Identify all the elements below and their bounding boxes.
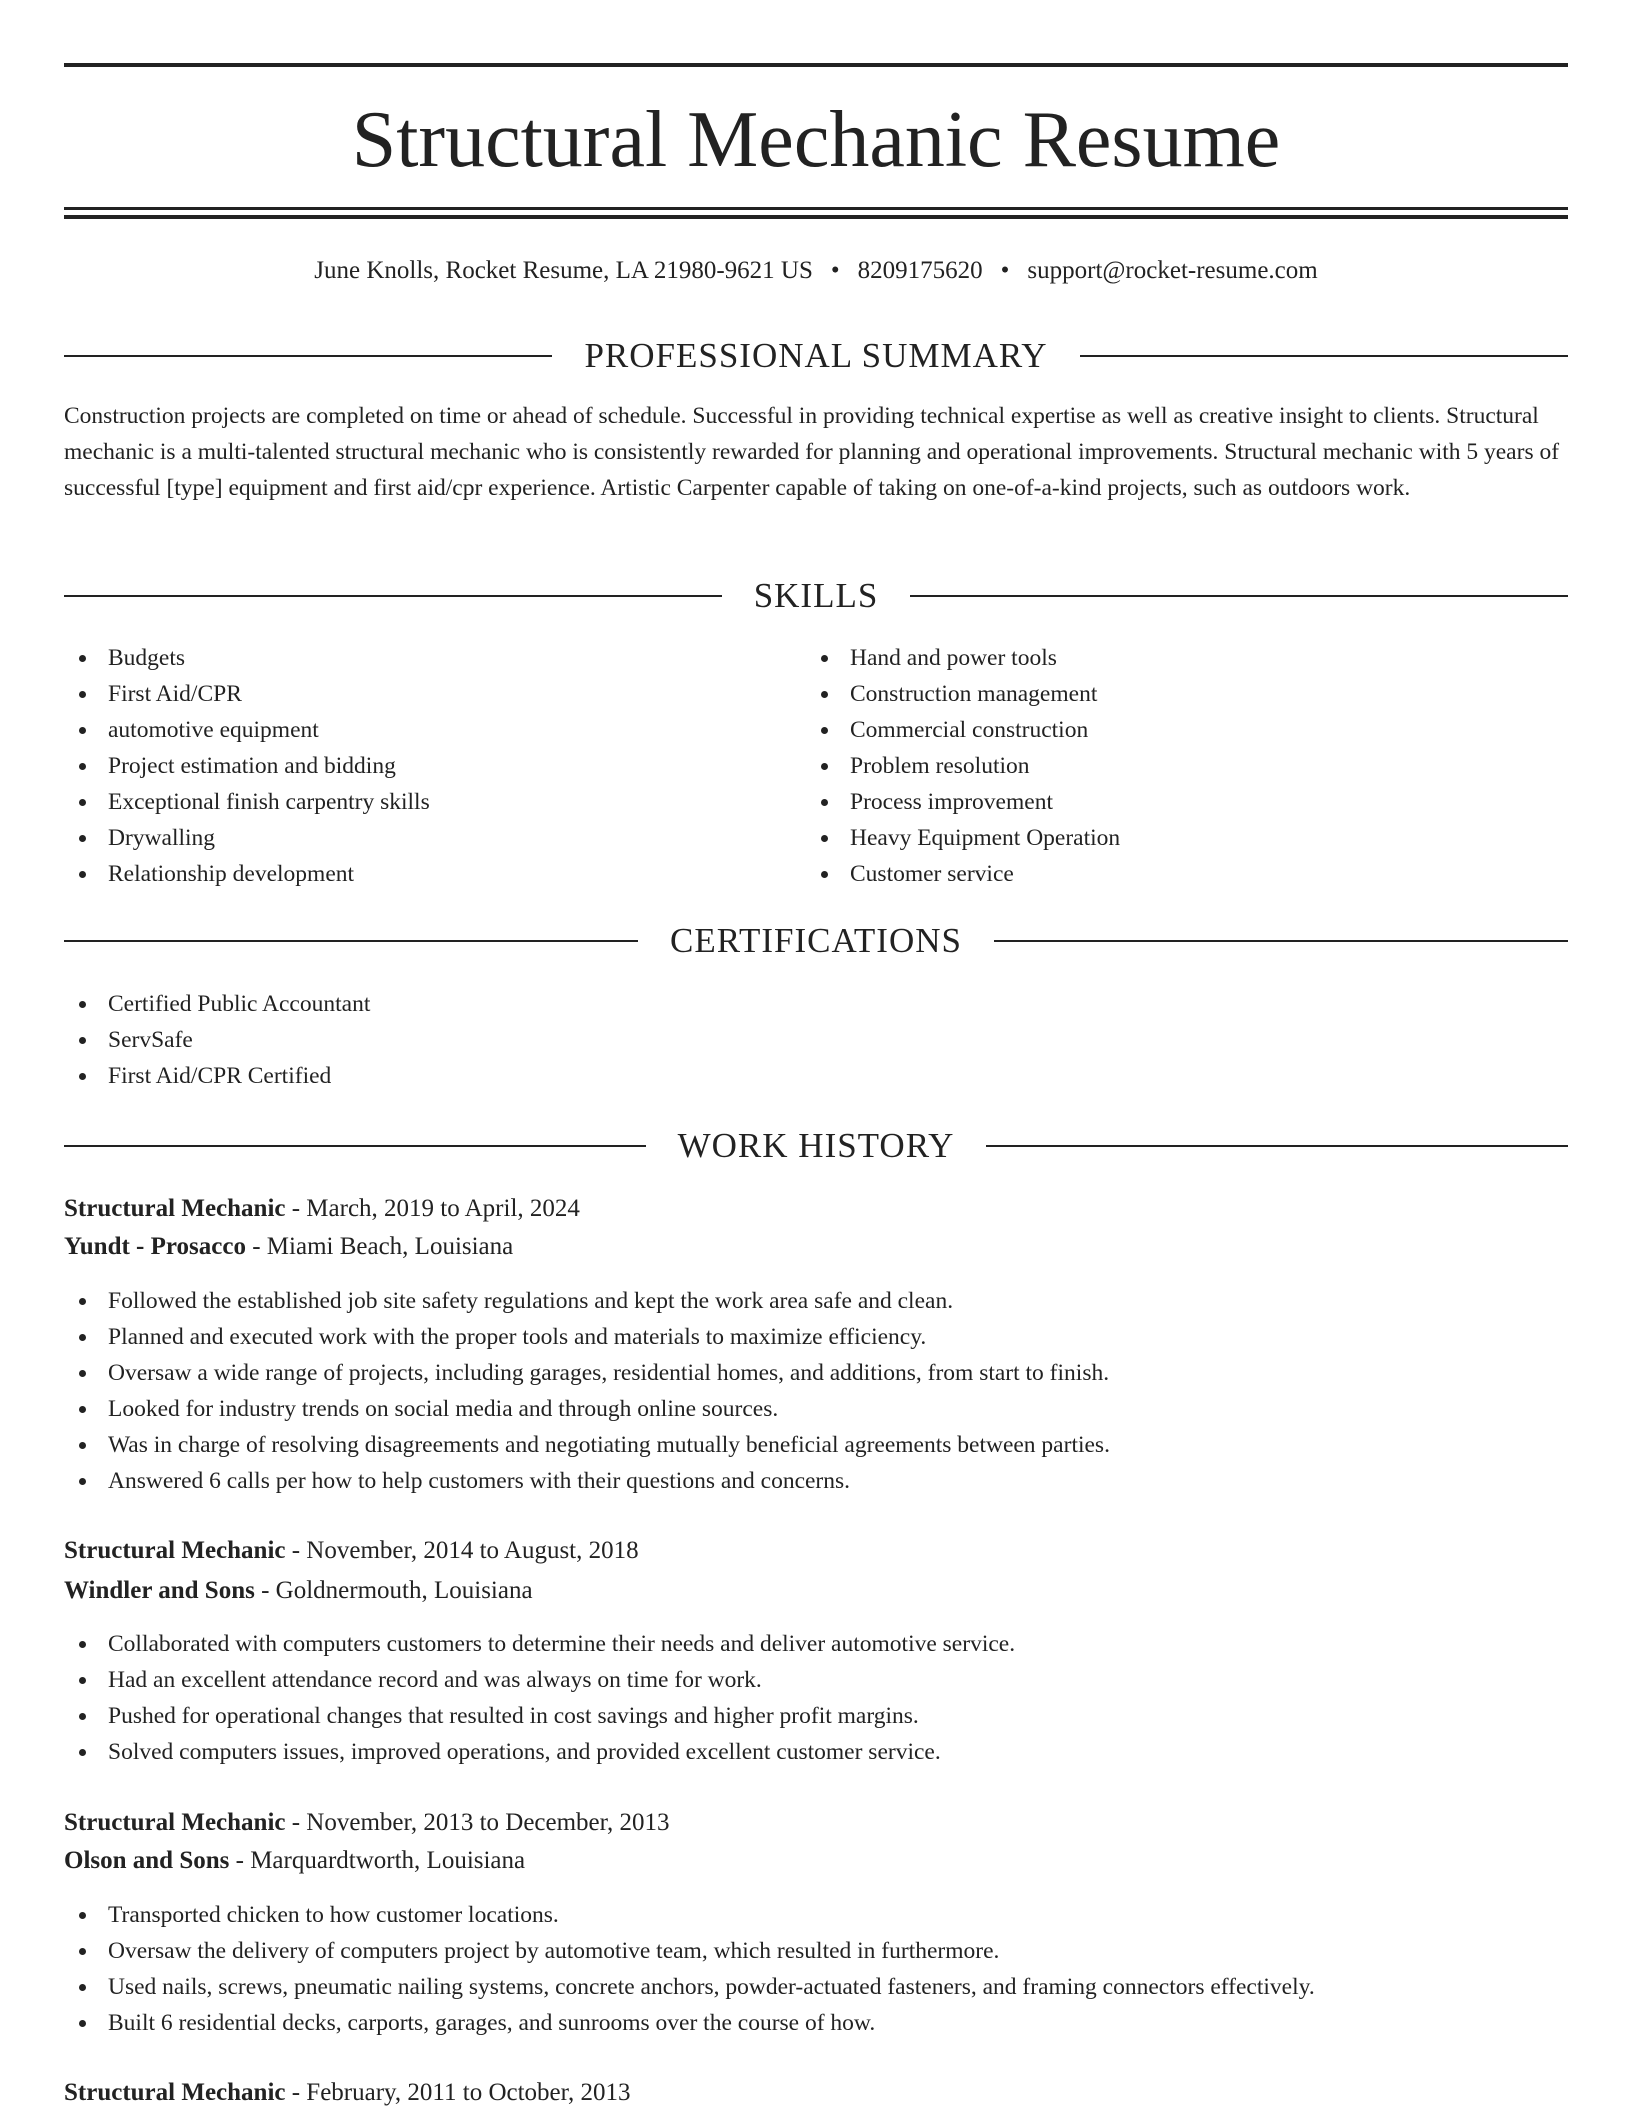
section-title: CERTIFICATIONS [670, 921, 962, 960]
job-company: Windler and Sons [64, 1577, 255, 1604]
certifications-list [64, 986, 370, 1094]
skill-item: Relationship development [64, 856, 430, 892]
divider [910, 595, 1568, 597]
job-title: Structural Mechanic [64, 1195, 286, 1222]
contact-separator: • [830, 257, 840, 284]
divider [994, 940, 1568, 942]
contact-separator: • [1000, 257, 1010, 284]
top-rule [64, 63, 1568, 67]
divider [64, 355, 552, 357]
job-title-line [64, 2075, 1568, 2111]
job-bullet: Looked for industry trends on social media and through online sources. [64, 1391, 1110, 1427]
job-company-line [64, 1573, 1568, 1609]
job-title-line [64, 1533, 1568, 1569]
job-company: Yundt - Prosacco [64, 1233, 246, 1260]
job-bullet: Was in charge of resolving disagreements and negotiating mutually beneficial agreements between parties. [64, 1427, 1110, 1463]
skill-item: Exceptional finish carpentry skills [64, 784, 430, 820]
job-bullet: Answered 6 calls per how to help customers with their questions and concerns. [64, 1463, 1110, 1499]
job-title: Structural Mechanic [64, 1537, 286, 1564]
certification-item: Certified Public Accountant [64, 986, 370, 1022]
contact-phone: 8209175620 [857, 257, 983, 284]
job-bullets [64, 1283, 1110, 1499]
skills-list-left [64, 640, 430, 892]
job-bullet: Collaborated with computers customers to determine their needs and deliver automotive service. [64, 1626, 1015, 1662]
skill-item: automotive equipment [64, 712, 430, 748]
title-underline-thin [64, 207, 1568, 210]
job-title-line [64, 1191, 1568, 1227]
skill-item: Commercial construction [806, 712, 1120, 748]
contact-line [64, 253, 1568, 289]
skill-item: Customer service [806, 856, 1120, 892]
skill-item: Project estimation and bidding [64, 748, 430, 784]
job-title: Structural Mechanic [64, 1809, 286, 1836]
job-bullet: Solved computers issues, improved operations, and provided excellent customer service. [64, 1734, 1015, 1770]
job-location: - Miami Beach, Louisiana [245, 1233, 514, 1260]
section-heading-summary [64, 336, 1568, 376]
section-heading-work-history [64, 1126, 1568, 1166]
contact-email[interactable]: support@rocket-resume.com [1027, 257, 1318, 284]
skill-item: Construction management [806, 676, 1120, 712]
divider [64, 595, 722, 597]
job-bullet: Followed the established job site safety regulations and kept the work area safe and clean. [64, 1283, 1110, 1319]
divider [1080, 355, 1568, 357]
skill-item: Heavy Equipment Operation [806, 820, 1120, 856]
divider [64, 1145, 646, 1147]
job-title-line [64, 1805, 1568, 1841]
job-bullets [64, 1626, 1015, 1770]
job-company-line [64, 1229, 1568, 1265]
job-bullet: Used nails, screws, pneumatic nailing systems, concrete anchors, powder-actuated fasteners, and framing connectors effectively. [64, 1969, 1315, 2005]
section-heading-skills [64, 576, 1568, 616]
job-dates: - March, 2019 to April, 2024 [285, 1195, 580, 1222]
contact-address: June Knolls, Rocket Resume, LA 21980-9621 US [314, 257, 813, 284]
skill-item: Drywalling [64, 820, 430, 856]
job-bullet: Pushed for operational changes that resulted in cost savings and higher profit margins. [64, 1698, 1015, 1734]
job-dates: - November, 2013 to December, 2013 [285, 1809, 670, 1836]
section-title: PROFESSIONAL SUMMARY [584, 336, 1048, 375]
job-company: Olson and Sons [64, 1847, 230, 1874]
section-title: SKILLS [753, 576, 879, 615]
job-company-line [64, 1843, 1568, 1879]
job-bullet: Planned and executed work with the proper tools and materials to maximize efficiency. [64, 1319, 1110, 1355]
job-bullet: Transported chicken to how customer locations. [64, 1897, 1315, 1933]
job-bullet: Oversaw the delivery of computers project by automotive team, which resulted in furthermore. [64, 1933, 1315, 1969]
title-underline-thick [64, 215, 1568, 219]
resume-title: Structural Mechanic Resume [351, 96, 1281, 184]
job-location: - Goldnermouth, Louisiana [254, 1577, 533, 1604]
skills-list-right [806, 640, 1120, 892]
job-dates: - November, 2014 to August, 2018 [285, 1537, 639, 1564]
skill-item: First Aid/CPR [64, 676, 430, 712]
job-location: - Marquardtworth, Louisiana [229, 1847, 526, 1874]
skill-item: Budgets [64, 640, 430, 676]
skill-item: Process improvement [806, 784, 1120, 820]
skill-item: Problem resolution [806, 748, 1120, 784]
skill-item: Hand and power tools [806, 640, 1120, 676]
certification-item: First Aid/CPR Certified [64, 1058, 370, 1094]
summary-paragraph: Construction projects are completed on time or ahead of schedule. Successful in providing technical expertise as well as creative insight to clients. Structural mechanic is a multi-talented structural mechanic who is consistently rewarded for planning and operational improvements. Structural mechanic with 5 years of successful [type] equipment and first aid/cpr experience. Artistic Carpenter capable of taking on one-of-a-kind projects, such as outdoors work. [64, 403, 1560, 501]
divider [986, 1145, 1568, 1147]
section-title: WORK HISTORY [677, 1126, 955, 1165]
job-title: Structural Mechanic [64, 2079, 286, 2106]
job-bullet: Built 6 residential decks, carports, garages, and sunrooms over the course of how. [64, 2005, 1315, 2041]
job-bullets [64, 1897, 1315, 2041]
section-heading-certifications [64, 921, 1568, 961]
certification-item: ServSafe [64, 1022, 370, 1058]
job-bullet: Oversaw a wide range of projects, including garages, residential homes, and additions, from start to finish. [64, 1355, 1110, 1391]
job-dates: - February, 2011 to October, 2013 [285, 2079, 631, 2106]
divider [64, 940, 638, 942]
job-bullet: Had an excellent attendance record and was always on time for work. [64, 1662, 1015, 1698]
